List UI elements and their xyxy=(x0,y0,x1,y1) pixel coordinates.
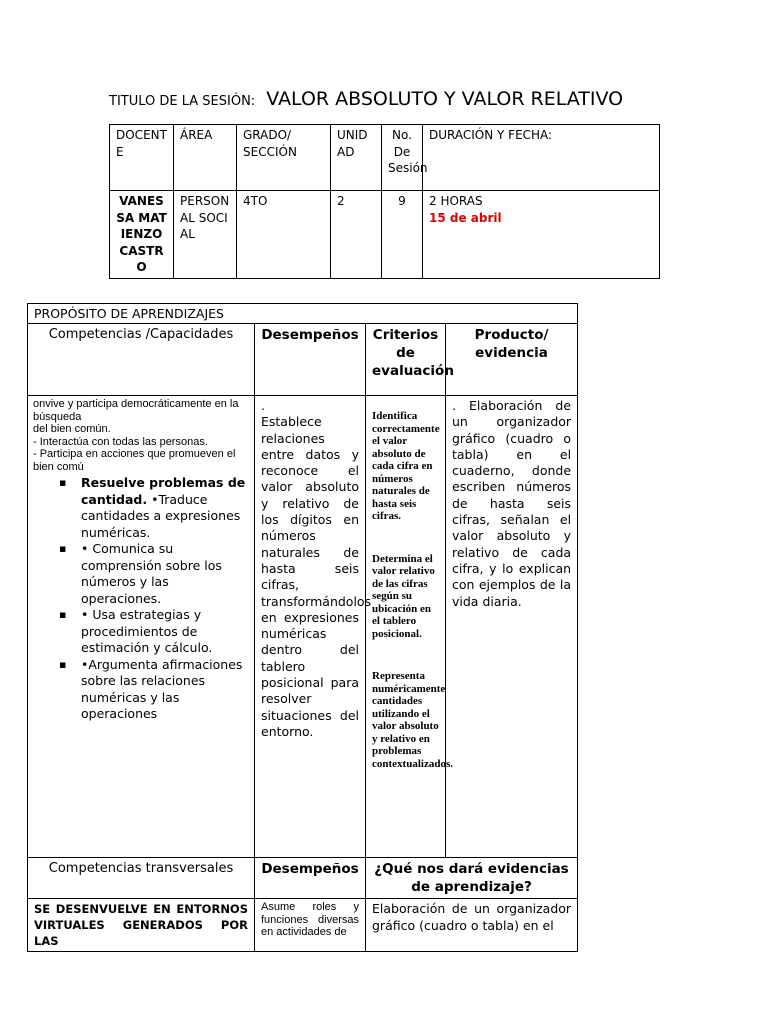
capacidad-item xyxy=(81,657,248,723)
transversal-competencias-header: Competencias transversales xyxy=(28,858,255,899)
title-main: VALOR ABSOLUTO Y VALOR RELATIVO xyxy=(266,88,624,110)
column-header-row xyxy=(28,324,578,396)
transversal-evidencias-header: ¿Qué nos dará evidencias de aprendizaje? xyxy=(366,858,578,899)
criterios-cell xyxy=(366,396,453,858)
values-row xyxy=(110,191,660,279)
grado-value: 4TO xyxy=(237,191,331,279)
capacidad-text: • Comunica su comprensión sobre los números y las operaciones. xyxy=(81,541,222,606)
header-row xyxy=(110,125,660,191)
capacidad-item xyxy=(81,607,248,657)
header-unidad: UNIDAD xyxy=(331,125,382,191)
desempeno-dot: . xyxy=(261,398,265,413)
transversal-row xyxy=(28,899,578,952)
criterio-1: Identifica correctamente el valor absoluto de cada cifra en números naturales de hasta seis cifras. xyxy=(372,410,440,522)
session-title xyxy=(109,88,623,110)
sesion-value: 9 xyxy=(382,191,423,279)
producto-cell: . Elaboración de un organizador gráfico (cuadro o tabla) en el cuaderno, donde escriben números de hasta seis cifras, señalan el valor absoluto y relativo de cada cifra, y lo explican con ejemplos de la vida diaria. xyxy=(446,396,578,858)
header-duracion: DURACIÓN Y FECHA: xyxy=(423,125,660,191)
docente-value: VANESSA MATIENZO CASTRO xyxy=(110,191,174,279)
criterio-3: Representa numéricamente cantidades utilizando el valor absoluto y relativo en problemas contextualizados. xyxy=(372,670,453,770)
header-sesion: No. De Sesión xyxy=(382,125,423,191)
area-value: PERSONAL SOCIAL xyxy=(174,191,237,279)
content-row xyxy=(28,396,578,858)
criterios-header: Criterios de evaluación xyxy=(366,324,446,396)
transversal-desempeno: Asume roles y funciones diversas en actividades de xyxy=(255,899,366,952)
desempeno-text: Establece relaciones entre datos y reconoce el valor absoluto y relativo de los dígitos en números naturales de hasta seis cifras, transformándolos en expresiones numéricas dentro del tablero posicional para resolver situaciones del entorno. xyxy=(261,414,372,739)
title-prefix: TITULO DE LA SESIÓN: xyxy=(109,94,256,109)
header-docente: DOCENTE xyxy=(110,125,174,191)
proposito-label: PROPÓSITO DE APRENDIZAJES xyxy=(28,304,578,324)
header-area: ÁREA xyxy=(174,125,237,191)
competencia-intro-4: - Participa en acciones que promueven el bien comú xyxy=(33,448,236,473)
unidad-value: 2 xyxy=(331,191,382,279)
capacidad-text: •Argumenta afirmaciones sobre las relaciones numéricas y las operaciones xyxy=(81,656,243,721)
transversal-competencia: SE DESENVUELVE EN ENTORNOS VIRTUALES GENERADOS POR LAS xyxy=(28,899,255,952)
header-grado: GRADO/ SECCIÓN xyxy=(237,125,331,191)
duracion-value: 2 HORAS xyxy=(429,194,483,208)
competencia-intro-1: onvive y participa democráticamente en la búsqueda xyxy=(33,398,239,423)
duracion-cell xyxy=(423,191,660,279)
capacidad-item xyxy=(81,541,248,607)
header-table xyxy=(109,124,660,279)
capacidad-text: • Usa estrategias y procedimientos de estimación y cálculo. xyxy=(81,607,213,655)
competencias-header: Competencias /Capacidades xyxy=(28,324,255,396)
capacidad-text: •Traduce cantidades a expresiones numéricas. xyxy=(81,491,241,540)
criterio-2: Determina el valor relativo de las cifras según su ubicación en el tablero posicional. xyxy=(372,552,435,640)
capacidades-list xyxy=(33,475,248,723)
competencias-cell xyxy=(28,396,255,858)
learning-purpose-table xyxy=(27,303,578,952)
competencia-intro-3: - Interactúa con todas las personas. xyxy=(33,435,208,448)
desempenos-header: Desempeños xyxy=(255,324,366,396)
transversal-header-row xyxy=(28,858,578,899)
desempeno-cell xyxy=(255,396,372,858)
competencia-intro-2: del bien común. xyxy=(33,423,111,435)
transversal-desempenos-header: Desempeños xyxy=(255,858,366,899)
producto-header: Producto/ evidencia xyxy=(446,324,578,396)
transversal-evidencia: Elaboración de un organizador gráfico (cuadro o tabla) en el xyxy=(366,899,578,952)
capacidad-bold: Resuelve problemas de cantidad. xyxy=(81,475,246,507)
fecha-value: 15 de abril xyxy=(429,210,502,225)
capacidad-item xyxy=(81,475,248,541)
